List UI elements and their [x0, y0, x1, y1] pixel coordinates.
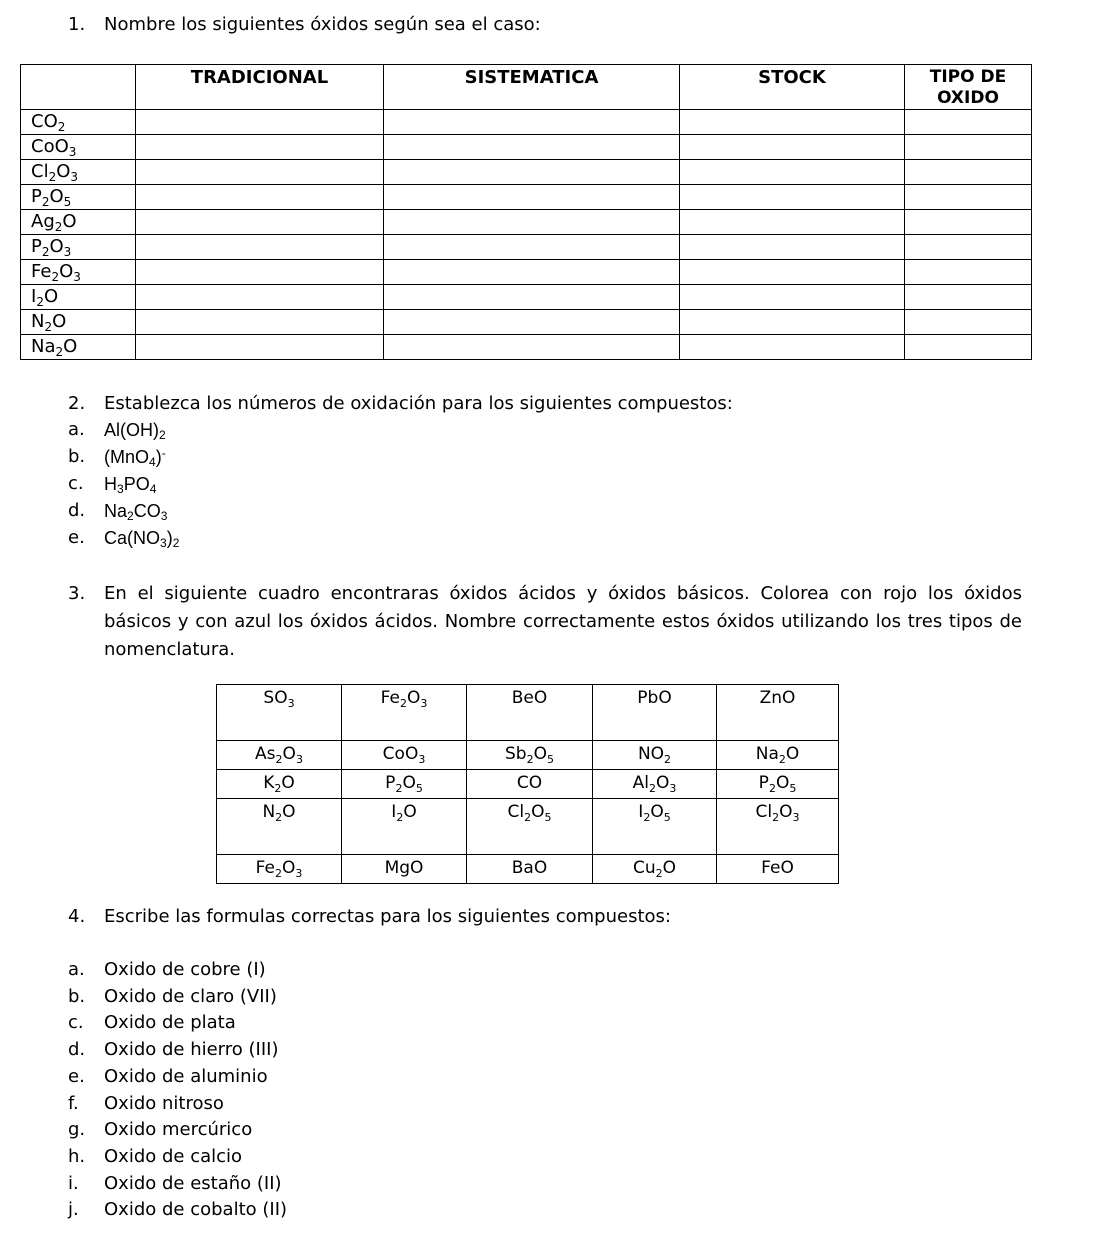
- compound-name: Oxido de plata: [104, 1012, 236, 1034]
- oxide-cell[interactable]: $NO_2$: [593, 741, 717, 770]
- list-item-letter: c.: [68, 473, 84, 494]
- answer-cell[interactable]: [384, 185, 680, 210]
- oxide-cell[interactable]: CoO$_3$: [342, 741, 467, 770]
- list-item-letter: e.: [68, 527, 85, 548]
- compound-name: Oxido de cobre (I): [104, 959, 266, 980]
- compound-name: Oxido de aluminio: [104, 1065, 268, 1087]
- list-item-letter: j.: [68, 1199, 79, 1221]
- oxide-formula-cell: $N_2O$: [21, 310, 136, 335]
- table-header-row: [21, 65, 1032, 110]
- question-2-text: Establezca los números de oxidación para los siguientes compuestos:: [104, 393, 733, 414]
- question-3-number: 3.: [68, 583, 86, 604]
- oxide-cell[interactable]: CO: [467, 770, 593, 799]
- list-item-letter: a.: [68, 959, 85, 980]
- oxide-formula-cell: $P_2O_3$: [21, 235, 136, 260]
- answer-cell[interactable]: [680, 135, 905, 160]
- table-row: [21, 285, 1032, 310]
- answer-cell[interactable]: [384, 285, 680, 310]
- answer-cell[interactable]: [680, 210, 905, 235]
- oxides-naming-table: [20, 64, 1032, 360]
- answer-cell[interactable]: [136, 110, 384, 135]
- table-row: [217, 855, 839, 884]
- answer-cell[interactable]: [680, 260, 905, 285]
- compound-name: Oxido mercúrico: [104, 1119, 253, 1141]
- question-4-text: Escribe las formulas correctas para los siguientes compuestos:: [104, 906, 671, 927]
- answer-cell[interactable]: [136, 260, 384, 285]
- oxide-cell[interactable]: $Na_2O$: [717, 741, 839, 770]
- oxide-cell[interactable]: $Fe_2O_3$: [217, 855, 342, 884]
- compound-formula: $Al(OH)_2$: [104, 420, 166, 442]
- answer-cell[interactable]: [136, 135, 384, 160]
- answer-cell[interactable]: [136, 210, 384, 235]
- answer-cell[interactable]: [905, 210, 1032, 235]
- answer-cell[interactable]: [384, 235, 680, 260]
- compound-name: Oxido de cobalto (II): [104, 1199, 288, 1221]
- table-row: [21, 110, 1032, 135]
- list-item-letter: i.: [68, 1172, 79, 1194]
- compound-formula: $Ca(NO_3)_2$: [104, 528, 180, 550]
- answer-cell[interactable]: [905, 160, 1032, 185]
- answer-cell[interactable]: [136, 310, 384, 335]
- oxide-formula-cell: $Cl_2O_3$: [21, 160, 136, 185]
- list-item-letter: h.: [68, 1145, 86, 1167]
- answer-cell[interactable]: [136, 160, 384, 185]
- oxide-formula-cell: $Fe_2O_3$: [21, 260, 136, 285]
- answer-cell[interactable]: [136, 285, 384, 310]
- table-row: [21, 160, 1032, 185]
- question-2: [0, 393, 1100, 417]
- oxide-formula-cell: CoO$_3$: [21, 135, 136, 160]
- answer-cell[interactable]: [384, 335, 680, 360]
- oxide-cell[interactable]: ZnO: [717, 685, 839, 741]
- header-stock: STOCK: [680, 65, 905, 110]
- table-row: [21, 135, 1032, 160]
- oxide-formula-cell: $P_2O_5$: [21, 185, 136, 210]
- oxide-cell[interactable]: BaO: [467, 855, 593, 884]
- table-row: [217, 799, 839, 855]
- oxides-grid: [216, 684, 839, 884]
- oxide-cell[interactable]: $As_2O_3$: [217, 741, 342, 770]
- oxide-cell[interactable]: $Cu_2O$: [593, 855, 717, 884]
- oxide-cell[interactable]: $Cl_2O_3$: [717, 799, 839, 855]
- list-item-letter: d.: [68, 500, 86, 521]
- answer-cell[interactable]: [136, 235, 384, 260]
- compound-formula: (MnO$_4$)-: [104, 446, 166, 469]
- compound-name: Oxido de hierro (III): [104, 1039, 279, 1061]
- oxide-formula-cell: $I_2O$: [21, 285, 136, 310]
- answer-cell[interactable]: [905, 335, 1032, 360]
- table-row: [217, 685, 839, 741]
- answer-cell[interactable]: [384, 110, 680, 135]
- answer-cell[interactable]: [384, 135, 680, 160]
- list-item-letter: a.: [68, 419, 85, 440]
- oxide-cell[interactable]: $I_2O$: [342, 799, 467, 855]
- header-tipo-de-oxido: TIPO DE OXIDO: [905, 65, 1032, 110]
- answer-cell[interactable]: [905, 185, 1032, 210]
- answer-cell[interactable]: [680, 160, 905, 185]
- table-row: [21, 260, 1032, 285]
- answer-cell[interactable]: [680, 185, 905, 210]
- question-4: [0, 906, 1100, 930]
- answer-cell[interactable]: [680, 110, 905, 135]
- table-row: [21, 310, 1032, 335]
- compound-name: Oxido de calcio: [104, 1145, 243, 1167]
- oxide-cell[interactable]: $P_2O_5$: [342, 770, 467, 799]
- list-item-letter: c.: [68, 1012, 84, 1034]
- oxide-cell[interactable]: $Al_2O_3$: [593, 770, 717, 799]
- answer-cell[interactable]: [905, 285, 1032, 310]
- answer-cell[interactable]: [680, 235, 905, 260]
- answer-cell[interactable]: [384, 210, 680, 235]
- oxide-cell[interactable]: $Sb_2O_5$: [467, 741, 593, 770]
- answer-cell[interactable]: [384, 160, 680, 185]
- oxide-cell[interactable]: $Fe_2O_3$: [342, 685, 467, 741]
- question-2-number: 2.: [68, 393, 86, 414]
- answer-cell[interactable]: [384, 260, 680, 285]
- answer-cell[interactable]: [680, 310, 905, 335]
- compound-formula: $H_3PO_4$: [104, 474, 157, 496]
- table-row: [217, 770, 839, 799]
- answer-cell[interactable]: [905, 260, 1032, 285]
- oxide-formula-cell: $CO_2$: [21, 110, 136, 135]
- oxide-cell[interactable]: PbO: [593, 685, 717, 741]
- table-row: [21, 210, 1032, 235]
- list-item-letter: b.: [68, 985, 86, 1007]
- answer-cell[interactable]: [905, 110, 1032, 135]
- list-item-letter: g.: [68, 1119, 86, 1141]
- list-item-letter: d.: [68, 1039, 86, 1061]
- oxide-cell[interactable]: MgO: [342, 855, 467, 884]
- question-1-text: Nombre los siguientes óxidos según sea el caso:: [104, 14, 541, 35]
- compound-formula: $Na_2CO_3$: [104, 501, 168, 523]
- list-item-letter: e.: [68, 1065, 85, 1087]
- oxide-cell[interactable]: $Cl_2O_5$: [467, 799, 593, 855]
- question-3-text: En el siguiente cuadro encontraras óxidos ácidos y óxidos básicos. Colorea con rojo los óxidos básicos y con azul los óxidos ácidos. Nombre correctamente estos óxidos utilizando los tres tipos de nomenclatura.: [104, 583, 1022, 660]
- compound-name: Oxido de estaño (II): [104, 1172, 282, 1194]
- compound-name: Oxido nitroso: [104, 1092, 224, 1114]
- answer-cell[interactable]: [905, 235, 1032, 260]
- answer-cell[interactable]: [384, 310, 680, 335]
- list-item-letter: f.: [68, 1092, 79, 1114]
- question-4-number: 4.: [68, 906, 86, 927]
- answer-cell[interactable]: [905, 135, 1032, 160]
- oxide-cell[interactable]: $P_2O_5$: [717, 770, 839, 799]
- oxide-cell[interactable]: $K_2O$: [217, 770, 342, 799]
- answer-cell[interactable]: [905, 310, 1032, 335]
- list-item-letter: b.: [68, 446, 86, 467]
- table-row: [21, 335, 1032, 360]
- oxide-cell[interactable]: $N_2O$: [217, 799, 342, 855]
- answer-cell[interactable]: [680, 335, 905, 360]
- header-sistematica: SISTEMATICA: [384, 65, 680, 110]
- question-1-number: 1.: [68, 14, 86, 35]
- answer-cell[interactable]: [136, 335, 384, 360]
- question-1: [0, 14, 1100, 38]
- oxide-formula-cell: $Ag_2O$: [21, 210, 136, 235]
- table-row: [21, 185, 1032, 210]
- table-row: [217, 741, 839, 770]
- oxide-cell[interactable]: FeO: [717, 855, 839, 884]
- table-row: [21, 235, 1032, 260]
- oxide-cell[interactable]: $SO_3$: [217, 685, 342, 741]
- answer-cell[interactable]: [136, 185, 384, 210]
- header-empty-cell: [21, 65, 136, 110]
- compound-name: Oxido de claro (VII): [104, 985, 277, 1007]
- answer-cell[interactable]: [680, 285, 905, 310]
- header-tradicional: TRADICIONAL: [136, 65, 384, 110]
- oxide-cell[interactable]: BeO: [467, 685, 593, 741]
- oxide-cell[interactable]: $I_2O_5$: [593, 799, 717, 855]
- oxide-formula-cell: $Na_2O$: [21, 335, 136, 360]
